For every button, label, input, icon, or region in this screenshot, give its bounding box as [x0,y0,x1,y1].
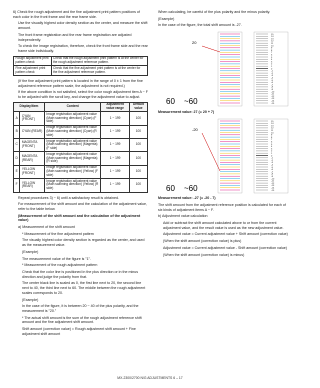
scale-tick-label: 8 [271,136,273,139]
table-cell: Rough adjustment print pattern check [14,56,52,66]
table-cell: 100 [129,152,147,165]
scale-tick-label: 14 [271,36,274,39]
scale-tick-label: -6 [271,82,273,85]
left-column [13,10,148,338]
paragraph: * Measurement of the rough adjustment pattern [22,263,98,268]
registration-pattern-figure [158,30,290,108]
fig-label-left: 60 [166,97,175,107]
paragraph: Check that the color line is positioned in the plus direction or in the minus direction and judge the polarity from that. [22,270,139,279]
paragraph: * The actual shift amount is the sum of the rough adjustment reference shift amount and the fine adjustment shift amount. [22,315,142,325]
table-cell: 100 [129,112,147,125]
table-cell: 1 ~ 199 [101,152,129,165]
subsection-heading: b) Adjustment value calculation [158,214,208,219]
scale-tick-label: 4 [271,145,273,148]
measurement-value: Measurement value: -27 (= -20 - 7) [158,196,216,201]
fig-label-right: ~60 [184,97,198,107]
shift-indicator-line [202,133,220,171]
step-6: 6) Check the rough adjustment and the fine adjustment print pattern positions of each color in the front frame and the rear frame side. [13,10,140,19]
table-cell: YELLOW (FRONT) [20,165,45,178]
table-cell: MAGENTA (FRONT) [20,139,45,152]
scale-ticks [202,120,275,191]
scale-tick-label: 12 [271,127,274,130]
fig-label-top: -20 [192,126,198,132]
paragraph: Adjustment value = Current adjustment value + Shift amount (correction value) [163,232,288,237]
paragraph: Add or subtract the shift amount calculated above to or from the current adjustment value, and the result value is used as the new adjustment value. [163,221,284,230]
paragraph: The measurement value of the figure is "1". [22,256,91,261]
paragraph: For measurement of the shift amount and the calculation of the adjustment value, refer to the table below. [18,202,148,211]
table-cell: 1 ~ 199 [101,165,129,178]
table-cell: Check that the fine adjustment print pattern is at the center for the fine adjustment reference pattern. [51,66,147,76]
scale-tick-label: 15 [271,33,274,36]
scale-tick-label: 11 [271,129,274,132]
paragraph: (When the shift amount (correction value) is minus) [163,252,245,257]
scale-tick-label: -13 [271,184,275,187]
scale-tick-label: 1 [271,152,273,155]
column-header: Display/Item [14,102,45,112]
scale-tick-label: -14 [271,187,275,190]
scale-tick-label: -3 [271,75,273,78]
table-row [14,112,148,125]
table-cell: CYAN (REAR) [20,125,45,138]
table-row [14,125,148,138]
paragraph: Use the visually highest color density section as the center, and measure the shift amount. [18,21,148,31]
scale-tick-label: -10 [271,91,275,94]
scale-tick-label: 5 [271,143,273,146]
table-row [14,66,148,76]
table-cell: Image registration adjustment value (Main scanning direction) (Yellow) (F side) [44,165,100,178]
figure-minus [158,117,290,197]
scale-tick-label: 10 [271,45,274,48]
fig-label-top: 20 [192,40,197,46]
column-header: Default value [129,102,147,112]
table-cell: F [14,179,20,192]
fig-label-left: 60 [166,183,175,193]
right-column [158,10,290,259]
scale-tick-label: 0 [271,68,273,71]
scale-tick-label: -12 [271,96,275,99]
paragraph: In the case of the figure, the total shift amount is -27. [158,23,242,28]
table-cell: 100 [129,139,147,152]
table-cell: 1 ~ 199 [101,179,129,192]
figure-plus [158,30,290,110]
scale-tick-label: 7 [271,52,273,55]
paragraph: Repeat procedures 3) ~ 6) until a satisfactory result is obtained. [18,195,119,200]
paragraph: The visually highest color density section is regarded as the center, and used as the measurement value. [22,238,145,248]
paragraph: (Example) [158,16,175,21]
table-cell: D [14,152,20,165]
scale-tick-label: 6 [271,141,273,144]
column-header: Adjustment value range [101,102,129,112]
paragraph: (Example) [22,297,39,302]
table-cell: 1 ~ 199 [101,125,129,138]
paragraph: Shift amount (correction value) = Rough adjustment shift amount + Fine adjustment shift amount [22,327,136,336]
scale-tick-label: -1 [271,157,273,160]
table-row [14,56,148,66]
section-heading: (Measurement of the shift amount and the calculation of the adjustment value) [18,213,141,223]
scale-tick-label: -9 [271,89,273,92]
paragraph: * Measurement of the fine adjustment pattern [22,231,94,236]
table-cell: Image registration adjustment value (Main scanning direction) (Magenta) (R side) [44,152,100,165]
scale-tick-label: 0 [271,154,273,157]
scale-tick-label: 5 [271,56,273,59]
table-cell: 1 ~ 199 [101,139,129,152]
table-row [14,179,148,192]
scale-tick-label: 6 [271,54,273,57]
measurement-value: Measurement value: 27 (= 20 + 7) [158,109,215,114]
scale-tick-label: 2 [271,150,273,153]
scale-tick-label: -10 [271,177,275,180]
scale-tick-label: -6 [271,168,273,171]
table-row [14,152,148,165]
paragraph: If the above condition is not satisfied, select the color rough adjustment item A ~ F to be adjusted with the scroll key, and change the adjustment value to adjust. [18,90,148,99]
scale-tick-label: 13 [271,38,274,41]
table-cell: E [14,165,20,178]
scale-tick-label: 13 [271,124,274,127]
scale-tick-label: 15 [271,120,274,123]
scale-tick-label: -13 [271,98,275,101]
scale-tick-label: 14 [271,122,274,125]
scale-tick-label: -5 [271,79,273,82]
table-cell: Image registration adjustment value (Main scanning direction) (Magenta) (F side) [44,139,100,152]
scale-tick-label: -7 [271,170,273,173]
scale-tick-label: -8 [271,86,273,89]
table-cell: YELLOW (REAR) [20,179,45,192]
scale-tick-label: 7 [271,138,273,141]
table-row [14,139,148,152]
paragraph: (When the shift amount (correction value) is plus) [163,239,242,244]
scale-tick-label: -2 [271,159,273,162]
scale-tick-label: 3 [271,147,273,150]
scale-tick-label: -15 [271,102,275,105]
paragraph: To check the image registration, therefore, check the front frame side and the rear frame side individually. [18,44,148,53]
table-cell: Image registration adjustment value (Main scanning direction) (Cyan) (R side) [44,125,100,138]
scale-tick-label: 10 [271,131,274,134]
table-cell: Fine adjustment print pattern check [14,66,52,76]
scale-tick-label: 1 [271,66,273,69]
table-cell: 100 [129,179,147,192]
paragraph: (Example) [22,249,39,254]
adjustment-table [13,102,148,193]
scale-tick-label: -11 [271,93,274,96]
scale-tick-label: -15 [271,189,275,192]
scale-tick-label: 4 [271,59,273,62]
paragraph: The center black line is scaled as 0, the first line next to 20, the second line next to 40, the third line next to 60. The middle between the rough adjustment scales corresponds to 20. [22,281,146,295]
scale-tick-label: 11 [271,43,274,46]
scale-tick-label: 9 [271,134,273,137]
table-header-row [14,102,148,112]
scale-tick-label: 2 [271,63,273,66]
scale-tick-label: -12 [271,182,275,185]
table-row [14,165,148,178]
scale-tick-label: 8 [271,50,273,53]
table-cell: Check that the rough adjustment print pattern is at the center for the rough adjustment reference pattern. [51,56,147,66]
table-cell: Image registration adjustment value (Main scanning direction) (Cyan) (F side) [44,112,100,125]
scale-tick-label: -3 [271,161,273,164]
scale-tick-label: -1 [271,70,273,73]
subsection-heading: a) Measurement of the shift amount [18,225,75,230]
fig-label-right: ~60 [184,183,198,193]
scale-tick-label: -4 [271,77,273,80]
scale-tick-label: 12 [271,40,274,43]
scale-tick-label: -4 [271,164,273,167]
table-cell: B [14,125,20,138]
scale-ticks [202,34,275,105]
paragraph: When calculating, be careful of the plus polarity and the minus polarity. [158,10,271,14]
table-cell: 1 ~ 199 [101,112,129,125]
paragraph: The front frame registration and the rear frame registration are adjusted independently. [18,32,132,42]
table-cell: 100 [129,125,147,138]
table-cell: CYAN (FRONT) [20,112,45,125]
table-cell: Image registration adjustment value (Main scanning direction) (Yellow) (R side) [44,179,100,192]
scale-tick-label: -7 [271,84,273,87]
paragraph: In the case of the figure, it is between 20 ~ 40 of the plus polarity, and the measurement is "20." [22,304,139,313]
scale-tick-label: 3 [271,61,273,64]
scale-tick-label: -14 [271,100,275,103]
page-footer: MX-2300/2700 N/G ADJUSTMENTS 6 – 17 [117,376,183,380]
paragraph: Adjustment value = Current adjustment value - Shift amount (correction value) [163,245,287,250]
table-cell: A [14,112,20,125]
scale-tick-label: -8 [271,173,273,176]
column-header: Content [44,102,100,112]
paragraph: (If the fine adjustment print pattern is located in the range of 0 ± 1 from the fine adjustment reference pattern scale, the adjustment is not required.) [18,78,143,88]
paragraph: The shift amount from the adjustment reference position is calculated for each of six kinds of adjustment items A ~ F. [158,202,286,212]
registration-pattern-figure [158,117,290,195]
scale-tick-label: -11 [271,180,274,183]
table-cell: MAGENTA (REAR) [20,152,45,165]
scale-tick-label: -9 [271,175,273,178]
table-cell: 100 [129,165,147,178]
scale-tick-label: -2 [271,73,273,76]
scale-tick-label: -5 [271,166,273,169]
check-table [13,56,148,76]
shift-indicator-line [202,46,220,52]
scale-tick-label: 9 [271,47,273,50]
table-cell: C [14,139,20,152]
